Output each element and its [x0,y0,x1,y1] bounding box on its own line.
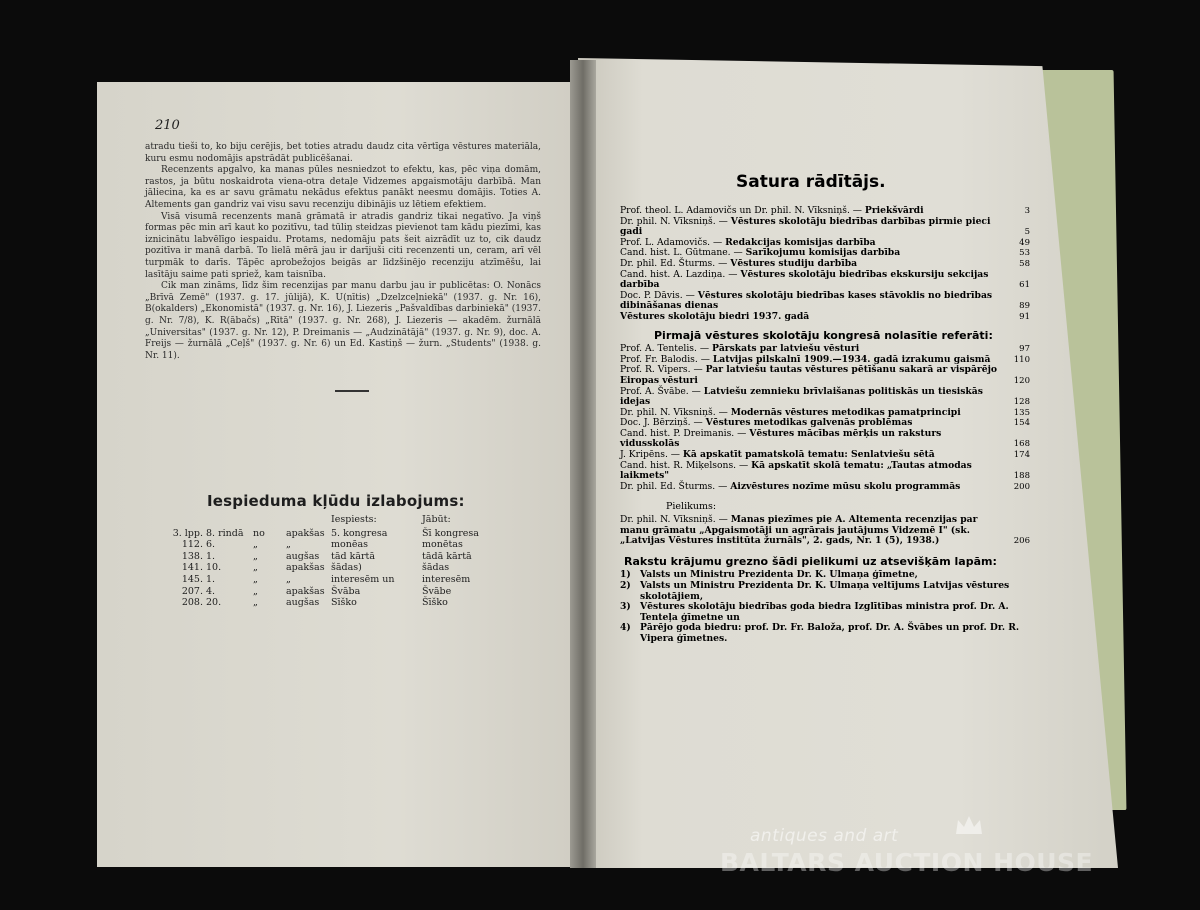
toc-author: Prof. Fr. Balodis. — [620,353,710,365]
toc-page-number: 135 [1013,407,1030,418]
toc-title: Satura rādītājs. [736,172,886,192]
insert-text: Vēstures skolotāju biedrības goda biedra Izglītības ministra prof. Dr. A. Tenteļa ģīmetne un [640,601,1009,623]
errata-row [165,551,482,563]
toc-entry [620,365,1030,386]
toc-page-number: 53 [1019,248,1030,259]
watermark-line2: BALTARS AUCTION HOUSE [720,848,1094,877]
toc-author: Cand. hist. A. Lazdiņa. — [620,268,738,280]
toc-entry-title: Vēstures skolotāju biedrības kases stāvoklis no biedrības dibināšanas dienas [620,289,993,312]
toc-entry-title: Redakcijas komisijas darbība [725,236,876,248]
toc-author: Prof. A. Švābe. — [620,385,701,397]
errata-printed: šādas) [331,562,362,574]
page-number: 210 [155,118,180,133]
insert-text: Valsts un Ministru Prezidenta Dr. K. Ulmaņa veltījums Latvijas vēstures skolotājiem, [640,580,1010,602]
toc-author: J. Kripēns. — [620,449,680,461]
toc-entry-title: Vēstures mācības mērķis un raksturs vidusskolās [620,427,942,450]
paragraph: atradu tieši to, ko biju cerējis, bet toties atradu daudz cita vērtīga vēstures materiāla, kuru esmu nodomājis apstrādāt publicēšanai. [145,142,541,164]
toc-entry-title: Latvijas pilskalnī 1909.—1934. gadā izrakumu gaismā [712,353,991,365]
toc-entry [620,291,1030,312]
errata-page: 141. [181,562,203,574]
insert-item [620,623,1030,644]
toc-author: Cand. hist. L. Gūtmane. — [620,247,743,259]
errata-page: 112. [181,539,203,551]
errata-page: 207. [181,585,203,597]
paragraph: Recenzents apgalvo, ka manas pūles nesniedzot to efektu, kas, pēc viņa domām, rastos, ja būtu noskaidrota viena-otra detaļe Vidzemes apgaismotāju darbībā. Man jāliecina, ka es ar savu grāmatu nekādus efektus panākt neesmu domājis. Toties A. Altements gan gandriz vai visu savu recenziju dibinājis uz lētiem efektiem. [145,165,541,210]
errata-line: 20. [206,597,222,609]
errata-printed: tād kārtā [331,550,376,562]
errata-line: 1. [206,573,216,585]
toc-author: Prof. L. Adamovičs. — [620,236,723,248]
toc-author: Dr. phil. N. Vīksniņš. — [620,406,728,418]
errata-printed: Švāba [331,585,361,597]
toc-page-number: 110 [1013,354,1030,365]
toc-entry-title: Vēstures skolotāju biedri 1937. gadā [620,310,810,322]
watermark [720,826,1100,896]
errata-should: Švābe [422,585,452,597]
errata-page: 3. lpp. [172,527,203,539]
toc-entry-title: Latviešu zemnieku brīvlaišanas politiskās un tiesiskās idejas [620,385,983,408]
toc-entry-title: Vēstures skolotāju biedrības darbības pirmie pieci gadi [620,215,991,238]
toc-author: Cand. hist. R. Miķelsons. — [620,459,749,471]
toc-entry-title: Aizvēstures nozīme mūsu skolu programmās [730,480,961,492]
toc-page-number: 89 [1019,301,1030,312]
errata-dir: augšas [286,597,320,609]
toc-page-number: 49 [1019,237,1030,248]
errata-line: 8. rindā [206,527,244,539]
toc-page-number: 200 [1013,481,1030,492]
errata-row [165,586,482,598]
errata-page: 138. [181,550,203,562]
toc-entry [620,429,1030,450]
errata-dir: apakšas [286,585,325,597]
toc-page-number: 58 [1019,258,1030,269]
errata-from: „ [253,550,258,562]
left-page [97,82,597,867]
insert-text: Pārējo goda biedru: prof. Dr. Fr. Baloža, prof. Dr. A. Švābes un prof. Dr. R. Vipera ģīmetnes. [640,622,1020,644]
toc-entry-title: Vēstures studiju darbība [730,257,858,269]
toc-entry [620,387,1030,408]
toc-entry [620,482,1030,493]
toc-page-number: 61 [1019,280,1030,291]
reports-heading: Pirmajā vēstures skolotāju kongresā nolasītie referāti: [654,328,993,342]
errata-row [165,562,482,574]
toc-author: Dr. phil. Ed. Šturms. — [620,257,728,269]
toc-author: Doc. J. Bērziņš. — [620,417,703,429]
toc-entry-title: Par latviešu tautas vēstures pētīšanu sakarā ar vispārējo Eiropas vēsturi [620,364,998,386]
errata-line: 6. [206,539,216,551]
errata-page: 208. [181,597,203,609]
toc-author: Prof. theol. L. Adamovičs un Dr. phil. N. Vīksniņš. — [620,205,862,216]
toc-author: Prof. A. Tentelis. — [620,343,710,355]
errata-from: „ [253,597,258,609]
errata-dir: augšas [286,550,320,562]
errata-printed: 5. kongresa [331,527,388,539]
insert-number: 2) [620,580,631,591]
book-gutter [570,60,596,868]
toc-page-number: 3 [1024,206,1030,216]
toc-entry-title: Sarīkojumu komisijas darbība [745,247,901,259]
col-printed-header: Iespiests: [331,514,377,525]
errata-from: „ [253,539,258,551]
toc-page-number: 120 [1013,375,1030,386]
errata-row [165,597,482,609]
errata-dir: „ [286,573,291,585]
errata-row [165,539,482,551]
toc-author: Dr. phil. Ed. Šturms. — [620,480,728,492]
toc-entry [620,217,1030,238]
toc-page-number: 174 [1013,450,1030,461]
errata-should: interesēm [422,573,471,585]
inserts-heading: Rakstu krājumu grezno šādi pielikumi uz atsevišķām lapām: [624,554,997,568]
toc-entry [620,312,1030,323]
errata-row [165,574,482,586]
toc-page-number: 128 [1013,397,1030,408]
errata-page: 145. [181,573,203,585]
watermark-line1: antiques and art [750,826,899,846]
toc-page-number: 5 [1024,227,1030,238]
errata-from: no [253,527,265,539]
toc-page-number: 168 [1013,439,1030,450]
toc-entry [620,461,1030,482]
errata-printed: interesēm un [331,573,395,585]
table-of-contents [620,206,1030,645]
errata-dir: apakšas [286,562,325,574]
errata-should: Šī kongresa [422,527,479,539]
toc-author: Cand. hist. P. Dreimanis. — [620,427,747,439]
errata-should: tādā kārtā [422,550,472,562]
errata-table [165,514,482,609]
errata-from: „ [253,573,258,585]
paragraph: Visā visumā recenzents manā grāmatā ir atradis gandriz tikai negatīvo. Ja viņš formas pēc min arī kaut ko pozitīvu, tad tūliņ steidzas pievienot tam kādu piezīmi, kas iznicinātu labvēlīgo iespaidu. Protams, nedomāju pats šeit aizrādīt uz to, cik daudz pozitīva ir manā darbā. To lielā mērā jau ir darījuši citi recenzenti un, ceram, arī vēl turpmāk to darīs. Tāpēc aprobežojos beigās ar līdzšinējo recenziju atzīmēšu, lai lasītāju saime pati spriež, kam taisnība. [145,211,541,280]
errata-should: Šīško [422,597,448,609]
section-divider [335,390,369,392]
errata-dir: apakšas [286,527,325,539]
errata-line: 10. [206,562,222,574]
toc-entry-appendix: Dr. phil. N. Vīksniņš. — Manas piezīmes pie A. Altementa recenzijas par manu grāmatu „Apgaismotāji un agrārais jautājums Vidzemē I" (sk. „Latvijas Vēstures institūta žurnāls", 2. gads, Nr. 1 (5), 1938.) 206 [620,514,1030,547]
toc-page-number: 91 [1019,311,1030,322]
crown-icon [954,814,984,838]
errata-line: 4. [206,585,216,597]
errata-title: Iespieduma kļūdu izlabojums: [207,492,465,510]
toc-entry-title: Priekšvārdi [864,205,924,216]
insert-number: 1) [620,569,631,581]
toc-author: Prof. R. Vipers. — [620,364,703,376]
insert-text: Valsts un Ministru Prezidenta Dr. K. Ulmaņa ģīmetne, [640,569,918,581]
insert-item [620,581,1030,602]
toc-page-number: 188 [1013,471,1030,482]
col-should-header: Jābūt: [422,514,451,525]
paragraph: Cik man zināms, līdz šim recenzijas par manu darbu jau ir publicētas: O. Nonācs „Brīvā Zemē" (1937. g. 17. jūlijā), K. U(nītis) „Dzelzceļniekā" (1937. g. Nr. 16), B(okalders) „Ekonomistā" (1937. g. Nr. 16), J. Liezeris „Pašvaldības darbiniekā" (1937. g. Nr. 7/8), K. R(ābačs) „Rītā" (1937. g. Nr. 268), J. Liezeris — akadēm. žurnālā „Universitas" (1937. g. Nr. 12), P. Dreimanis — „Audzinātājā" (1937. g. Nr. 9), doc. A. Freijs — žurnālā „Ceļš" (1937. g. Nr. 6) un Ed. Kastiņš — žurn. „Students" (1938. g. Nr. 11). [145,281,541,361]
toc-page-number: 154 [1013,418,1030,429]
toc-entry-title: Kā apskatīt skolā tematu: „Tautas atmodas laikmets" [620,459,972,482]
toc-entry-title: Modernās vēstures metodikas pamatprincipi [730,406,961,418]
errata-dir: „ [286,539,291,551]
errata-should: monētas [422,539,463,551]
toc-author: Doc. P. Dāvis. — [620,289,695,301]
errata-row [165,528,482,540]
insert-number: 3) [620,601,631,613]
toc-page-number: 97 [1019,344,1030,355]
insert-number: 4) [620,622,631,634]
errata-from: „ [253,562,258,574]
toc-entry [620,270,1030,291]
left-page-text [145,142,541,362]
toc-entry-title: Kā apskatīt pamatskolā tematu: Senlatviešu sētā [682,449,935,461]
errata-should: šādas [422,562,450,574]
errata-printed: Sīško [331,597,357,609]
toc-entry-title: Vēstures metodikas galvenās problēmas [705,417,913,429]
errata-line: 1. [206,550,216,562]
toc-author: Dr. phil. N. Vīksniņš. — [620,215,728,227]
insert-item [620,602,1030,623]
appendix-label: Pielikums: [666,501,717,513]
toc-entry-title: Vēstures skolotāju biedrības ekskursiju sekcijas darbība [620,268,989,291]
errata-printed: monēas [331,539,369,551]
errata-from: „ [253,585,258,597]
toc-entry-title: Pārskats par latviešu vēsturi [711,343,860,355]
